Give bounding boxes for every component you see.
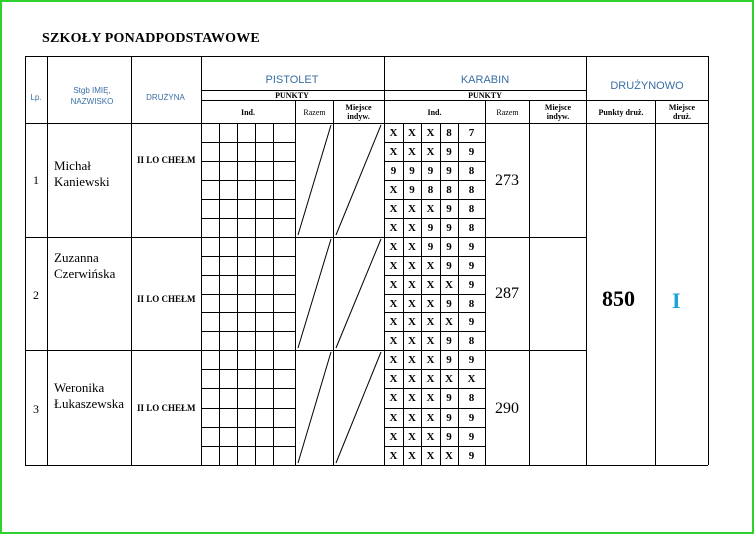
rifle-shot-cell: X [408,202,416,215]
rifle-shot-cell: X [426,353,435,366]
rifle-shot-cell: 8 [468,297,475,310]
rifle-shot-cell: X [445,372,453,385]
team-header: DRUŻYNA [146,92,185,102]
team-3: II LO CHEŁM [137,403,196,413]
rifle-shot-cell: X [389,391,398,404]
team-2: II LO CHEŁM [137,294,196,304]
rifle-shot-cell: X [408,430,416,443]
rifle-shot-cell: X [445,315,453,328]
rifle-total-1: 273 [495,172,519,189]
rifle-shot-cell: X [408,126,416,139]
rifle-shot-cell: X [408,353,416,366]
rifle-shot-cell: 9 [468,278,475,291]
rifle-points-label: PUNKTY [468,91,502,100]
rifle-shot-cell: X [408,278,416,291]
pistol-place-label: Miejsce indyw. [345,103,372,121]
rifle-shot-cell: X [389,353,398,366]
rifle-shot-cell: 9 [446,297,452,310]
rifle-shot-cell: X [426,259,435,272]
rifle-header: KARABIN [460,74,510,86]
rifle-shot-cell: 9 [446,430,452,443]
rifle-shot-cell: X [426,278,435,291]
rifle-shot-cell: X [408,315,416,328]
rifle-shot-cell: X [389,334,398,347]
rifle-shot-cell: 8 [446,183,452,196]
pistol-ind-label: Ind. [240,107,255,117]
competitor-name-3: Weronika Łukaszewska [54,380,125,411]
team-points-value: 850 [602,286,635,311]
rifle-shot-cell: X [389,202,398,215]
rifle-shot-cell: X [389,278,398,291]
rifle-shot-cell: 8 [468,164,475,177]
rifle-shot-cell: X [445,449,453,462]
rifle-shot-cell: X [389,430,398,443]
lp-1: 1 [33,173,39,187]
rifle-shot-cell: 9 [468,353,475,366]
rifle-shot-cell: X [389,372,398,385]
rifle-shot-cell: X [389,221,398,234]
rifle-shot-cell: X [426,391,435,404]
team-1: II LO CHEŁM [137,155,196,165]
rifle-razem-label: Razem [496,107,519,117]
rifle-shot-cell: 7 [468,126,475,139]
rifle-total-2: 287 [495,285,519,302]
rifle-shot-cell: X [408,391,416,404]
rifle-shot-cell: 9 [446,391,452,404]
rifle-shot-cell: 8 [468,183,475,196]
rifle-shot-cell: X [408,145,416,158]
rifle-shot-cell: 8 [468,202,475,215]
rifle-shot-cell: X [408,297,416,310]
rifle-shot-cell: 8 [427,183,434,196]
rifle-shot-cell: X [408,334,416,347]
rifle-shot-cell: X [426,145,435,158]
rifle-shot-cell: X [426,126,435,139]
rifle-shot-cell: X [389,449,398,462]
rifle-shot-cell: 9 [468,449,475,462]
rifle-shot-cell: 9 [446,164,452,177]
rifle-shot-cell: X [426,372,435,385]
rifle-shot-cell: X [389,126,398,139]
pistol-header: PISTOLET [265,74,319,86]
strike-line [336,352,381,463]
rifle-shot-cell: X [408,411,416,424]
team-points-label: Punkty druż. [598,107,644,117]
pistol-razem-label: Razem [303,107,326,117]
rifle-shot-cell: 9 [446,334,452,347]
rifle-place-label: Miejsce indyw. [544,103,572,121]
rifle-shot-cell: X [445,278,453,291]
pistol-points-label: PUNKTY [275,91,309,100]
competitor-name-2: Zuzanna Czerwińska [54,250,116,281]
rifle-shot-cell: X [408,240,416,253]
lp-header: Lp. [30,92,42,102]
rifle-shot-cell: X [389,259,398,272]
rifle-shot-cell: 9 [468,430,475,443]
rifle-shot-cell: X [389,145,398,158]
team-group-header: DRUŻYNOWO [610,80,684,92]
rifle-shot-cell: 9 [468,259,475,272]
rifle-shot-cell: 9 [427,164,434,177]
rifle-shot-cell: 9 [427,240,434,253]
rifle-shot-cell: 8 [446,126,452,139]
team-place-label: Miejsce druż. [668,103,696,121]
rifle-shot-cell: X [408,221,416,234]
rifle-shot-cell: 9 [468,411,475,424]
rifle-shot-cell: X [389,183,398,196]
rifle-shot-cell: 9 [446,259,452,272]
team-place-value: I [672,288,681,313]
name-header: Stgb IMIĘ, NAZWISKO [70,86,114,106]
lp-2: 2 [33,288,39,302]
strike-line [336,239,381,348]
strike-line [298,125,331,235]
rifle-total-3: 290 [495,400,519,417]
lp-3: 3 [33,402,39,416]
rifle-shot-cell: X [426,334,435,347]
rifle-shot-cell: 9 [427,221,434,234]
rifle-shot-cell: 9 [390,164,397,177]
rifle-shot-cell: X [408,449,416,462]
rifle-shot-cell: X [389,411,398,424]
rifle-shot-cell: 9 [446,221,452,234]
rifle-shot-cell: X [426,430,435,443]
rifle-shot-cell: 9 [446,353,452,366]
rifle-shot-cell: 9 [446,411,452,424]
rifle-shot-cell: X [426,411,435,424]
page-title: SZKOŁY PONADPODSTAWOWE [42,31,260,46]
rifle-shot-cell: X [426,449,435,462]
rifle-shot-cell: 8 [468,221,475,234]
rifle-shot-cell: 9 [468,315,475,328]
strike-line [336,125,381,235]
rifle-shot-cell: X [408,259,416,272]
rifle-shot-cell: 9 [468,240,475,253]
rifle-ind-label: Ind. [427,107,442,117]
rifle-shot-cell: X [426,297,435,310]
rifle-shot-cell: 9 [446,202,452,215]
rifle-shot-cell: X [389,297,398,310]
rifle-shot-cell: X [389,240,398,253]
rifle-shot-cell: 8 [468,391,475,404]
rifle-shot-cell: 8 [468,334,475,347]
rifle-shot-cell: 9 [446,145,452,158]
rifle-shot-cell: X [467,372,476,385]
rifle-shot-cell: 9 [409,183,415,196]
rifle-shot-cell: X [408,372,416,385]
rifle-shot-cell: 9 [409,164,415,177]
competitor-name-1: Michał Kaniewski [54,158,110,189]
rifle-shot-cell: 9 [446,240,452,253]
strike-line [298,239,331,348]
rifle-shot-cell: 9 [468,145,475,158]
rifle-shot-cell: X [426,202,435,215]
rifle-shot-cell: X [389,315,398,328]
strike-line [298,352,331,463]
rifle-shot-cell: X [426,315,435,328]
